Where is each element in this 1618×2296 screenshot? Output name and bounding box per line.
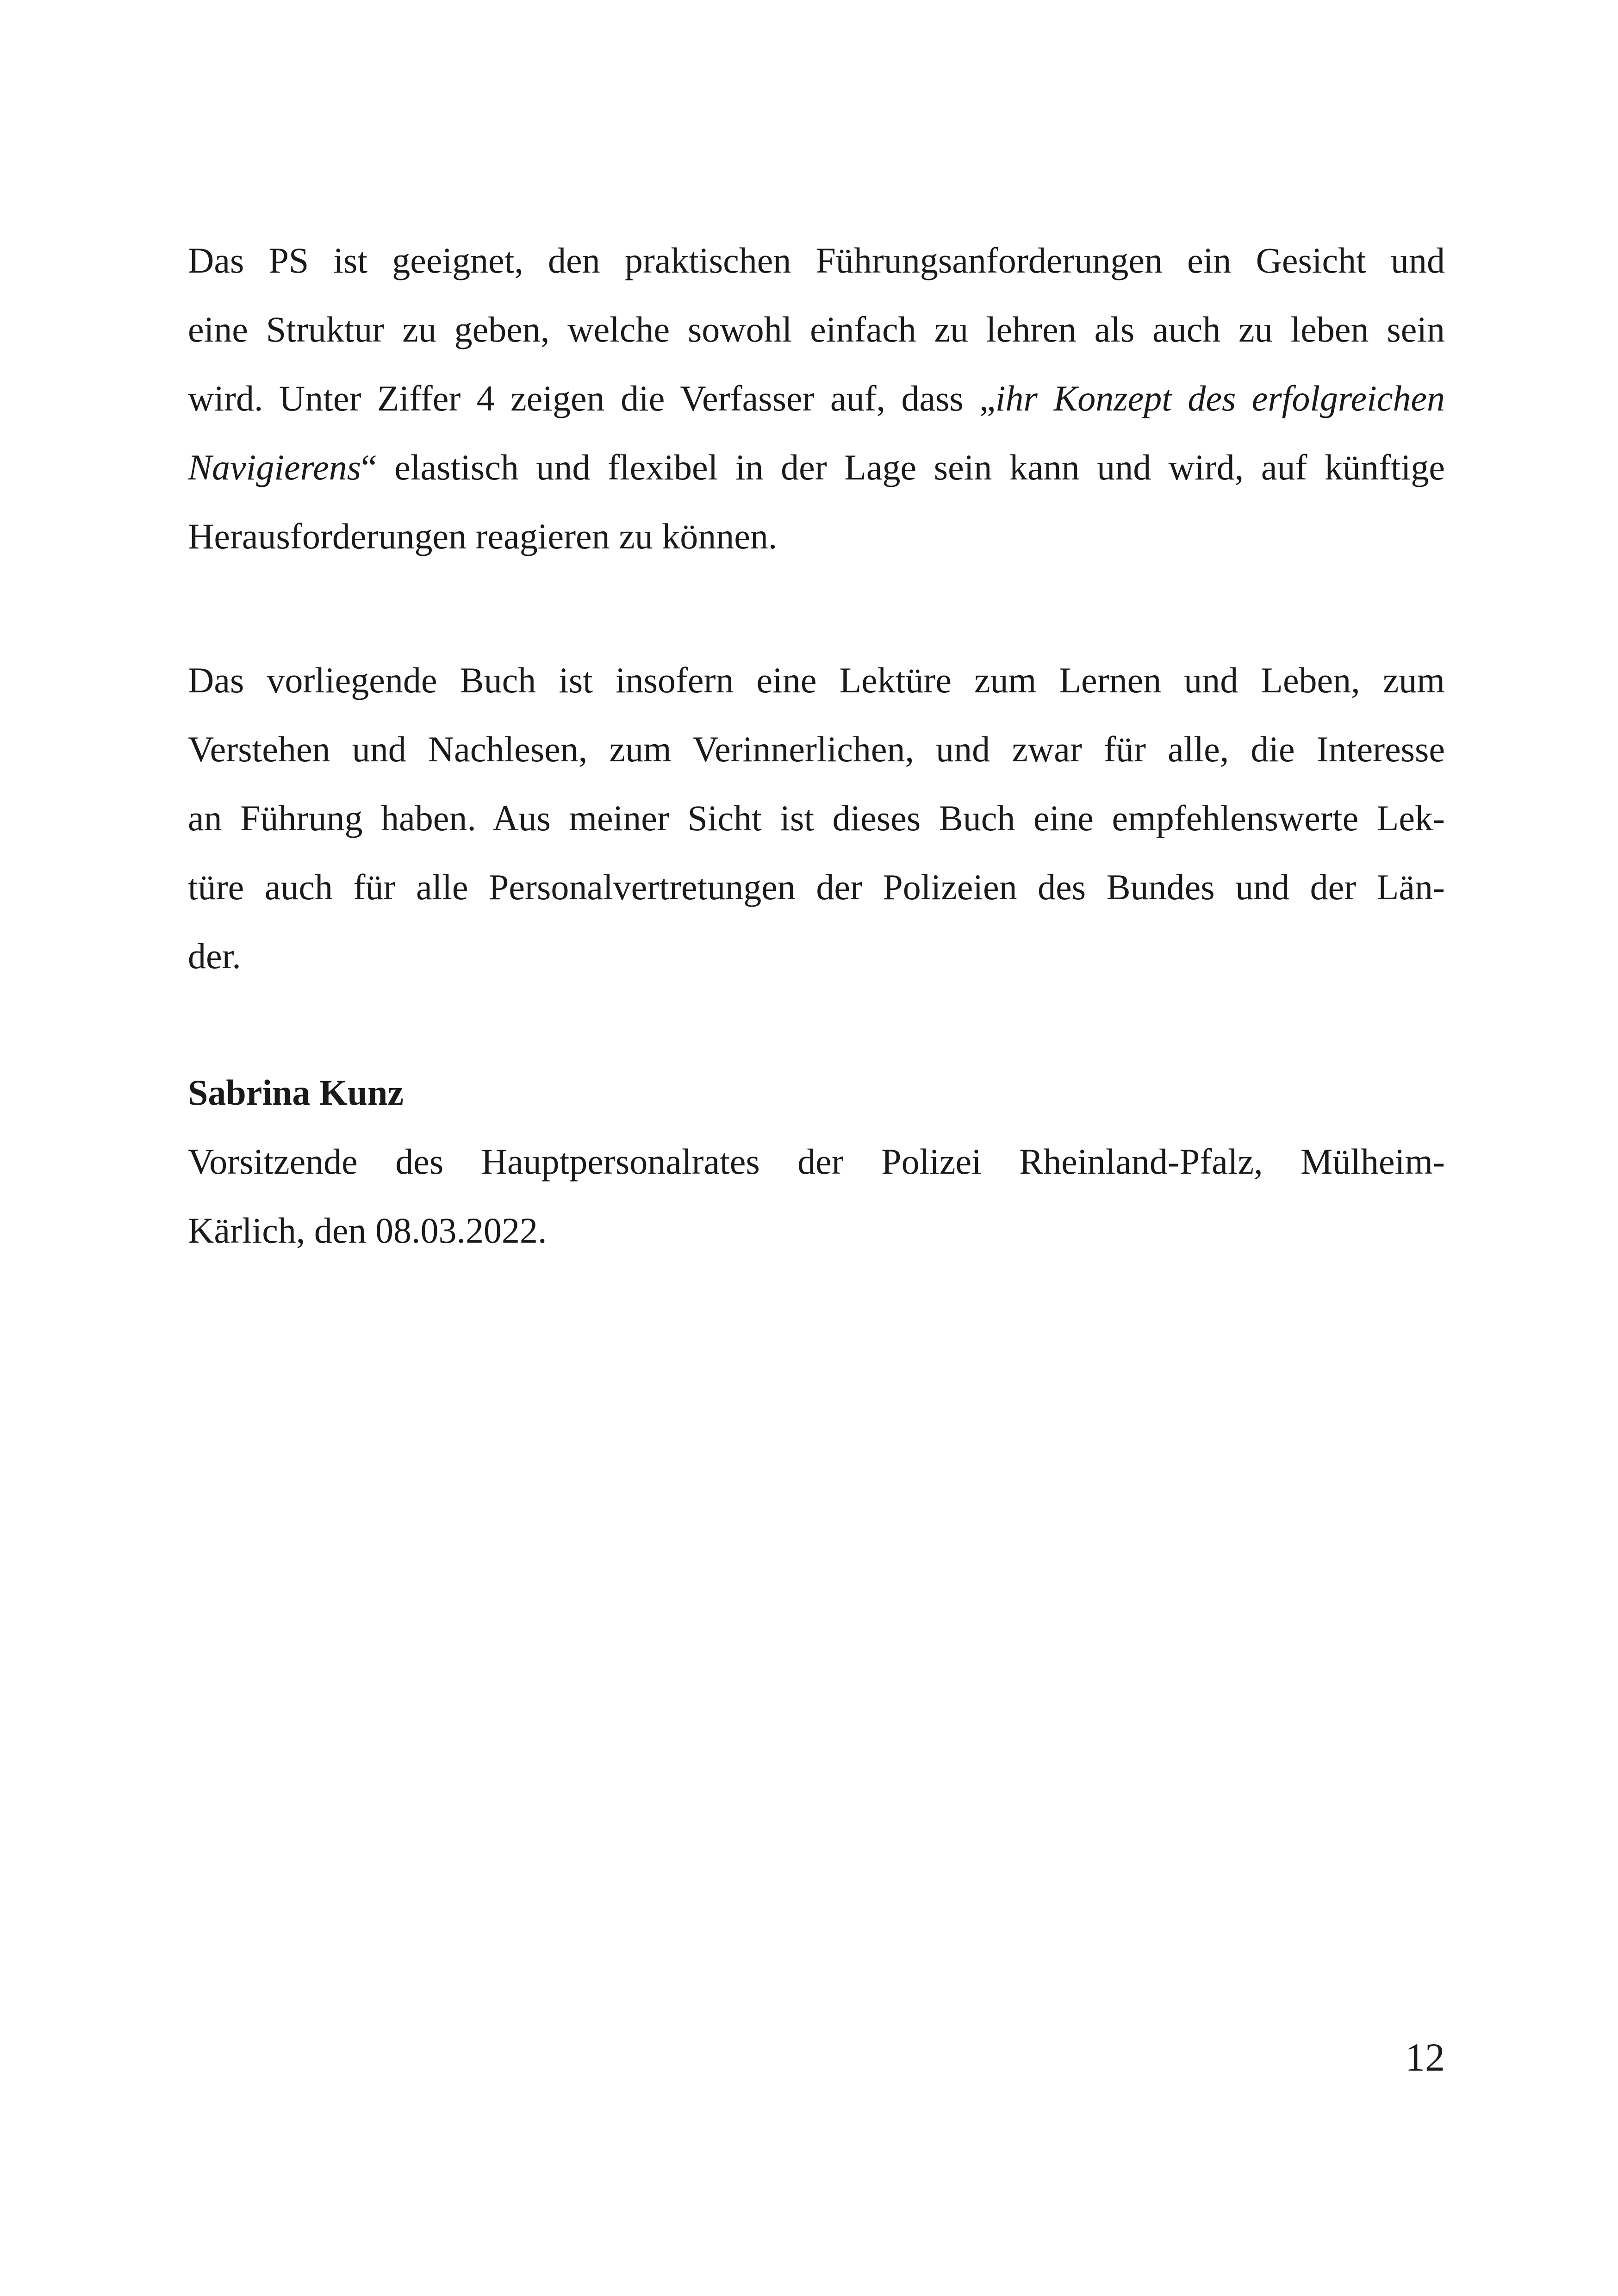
page-number: 12 — [1405, 2035, 1445, 2079]
text-line: eine Struktur zu geben, welche sowohl einfach zu lehren als auch zu leben sein — [188, 309, 1445, 349]
author-role: Vorsitzende des Hauptpersonalrates der Polizei Rheinland-Pfalz, Mülheim- — [188, 1141, 1445, 1182]
text-fragment: “ elastisch und flexibel in der Lage sein kann und wird, auf künftige — [361, 447, 1445, 487]
signature-block — [188, 1058, 1445, 1265]
paragraph-ps-structure — [188, 226, 1445, 571]
text-line: Das vorliegende Buch ist insofern eine Lektüre zum Lernen und Leben, zum — [188, 660, 1445, 700]
text-line: der. — [188, 936, 241, 976]
text-line — [188, 364, 1445, 433]
text-line: Das PS ist geeignet, den praktischen Führungsanforderungen ein Gesicht und — [188, 240, 1445, 280]
italic-quote: ihr Konzept des erfolgreichen — [995, 378, 1445, 418]
text-line — [188, 433, 1445, 502]
text-line: an Führung haben. Aus meiner Sicht ist dieses Buch eine empfehlenswerte Lek- — [188, 798, 1445, 838]
text-line: Verstehen und Nachlesen, zum Verinnerlichen, und zwar für alle, die Interesse — [188, 729, 1445, 769]
paragraph-book-recommendation — [188, 646, 1445, 990]
text-line: Herausforderungen reagieren zu können. — [188, 516, 778, 556]
place-and-date: Kärlich, den 08.03.2022. — [188, 1210, 547, 1251]
author-name: Sabrina Kunz — [188, 1072, 404, 1113]
text-fragment: wird. Unter Ziffer 4 zeigen die Verfasser auf, dass „ — [188, 378, 996, 418]
text-line: türe auch für alle Personalvertretungen der Polizeien des Bundes und der Län- — [188, 867, 1445, 907]
italic-quote: Navigierens — [188, 447, 361, 487]
